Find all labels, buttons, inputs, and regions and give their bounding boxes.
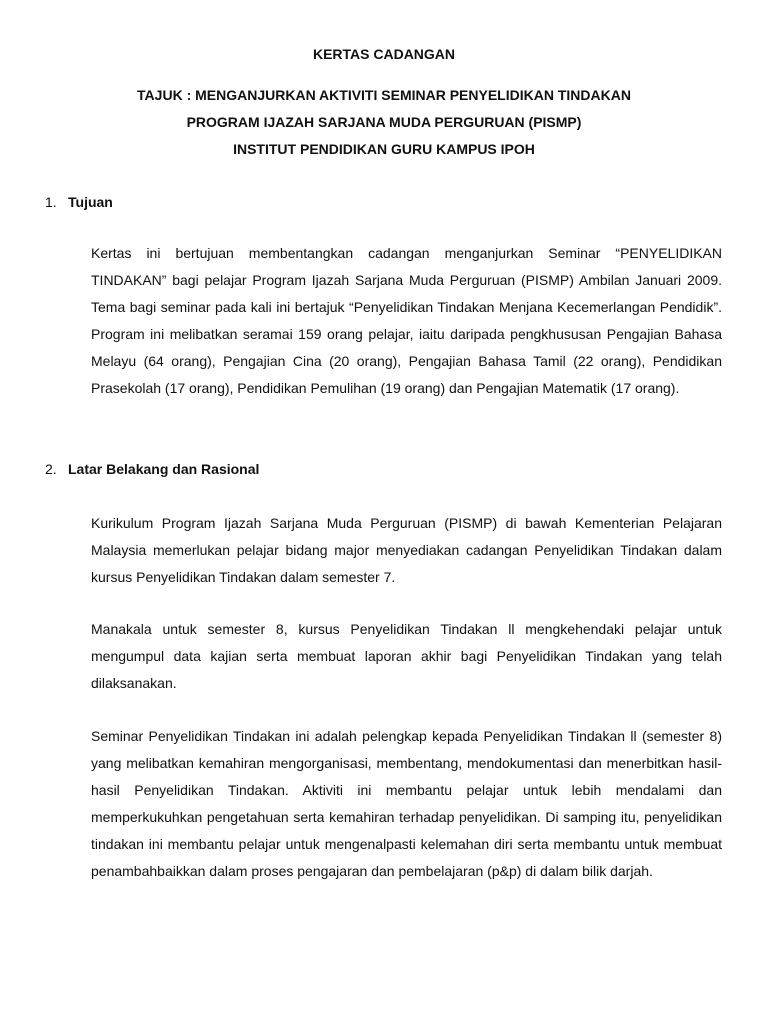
section-number: 2. [45,461,57,477]
paragraph-seminar: Seminar Penyelidikan Tindakan ini adalah pelengkap kepada Penyelidikan Tindakan ll (semester 8) yang melibatkan kemahiran mengorganisasi, membentang, mendokumentasi dan menerbitkan hasil-hasil Penyelidikan Tindakan. Aktiviti ini membantu pelajar untuk lebih mendalami dan memperkukuhkan pengetahuan serta kemahiran terhadap penyelidikan. Di samping itu, penyelidikan tindakan ini membantu pelajar untuk mengenalpasti kelemahan diri serta membantu untuk membuat penambahbaikkan dalam proses pengajaran dan pembelajaran (p&p) di dalam bilik darjah. [91,728,722,879]
section-title-text: Tujuan [68,194,113,210]
section-heading-tujuan [45,193,113,211]
section-title-text: Latar Belakang dan Rasional [68,461,260,477]
paragraph-tujuan: Kertas ini bertujuan membentangkan cadangan menganjurkan Seminar “PENYELIDIKAN TINDAKAN” bagi pelajar Program Ijazah Sarjana Muda Perguruan (PISMP) Ambilan Januari 2009. Tema bagi seminar pada kali ini bertajuk “Penyelidikan Tindakan Menjana Kecemerlangan Pendidik”. Program ini melibatkan seramai 159 orang pelajar, iaitu daripada pengkhususan Pengajian Bahasa Melayu (64 orang), Pengajian Cina (20 orang), Pengajian Bahasa Tamil (22 orang), Pendidikan Prasekolah (17 orang), Pendidikan Pemulihan (19 orang) dan Pengajian Matematik (17 orang). [91,245,722,396]
heading-line-program: PROGRAM IJAZAH SARJANA MUDA PERGURUAN (PISMP) [186,114,582,130]
heading-line-topic: TAJUK : MENGANJURKAN AKTIVITI SEMINAR PENYELIDIKAN TINDAKAN [137,87,631,103]
section-heading-latar-belakang [45,460,259,478]
paragraph-semester-8: Manakala untuk semester 8, kursus Penyelidikan Tindakan ll mengkehendaki pelajar untuk mengumpul data kajian serta membuat laporan akhir bagi Penyelidikan Tindakan yang telah dilaksanakan. [91,621,722,691]
document-title: KERTAS CADANGAN [312,46,456,62]
heading-line-institute: INSTITUT PENDIDIKAN GURU KAMPUS IPOH [233,141,535,157]
section-number: 1. [45,194,57,210]
paragraph-kurikulum: Kurikulum Program Ijazah Sarjana Muda Perguruan (PISMP) di bawah Kementerian Pelajaran Malaysia memerlukan pelajar bidang major menyediakan cadangan Penyelidikan Tindakan dalam kursus Penyelidikan Tindakan dalam semester 7. [91,515,722,585]
